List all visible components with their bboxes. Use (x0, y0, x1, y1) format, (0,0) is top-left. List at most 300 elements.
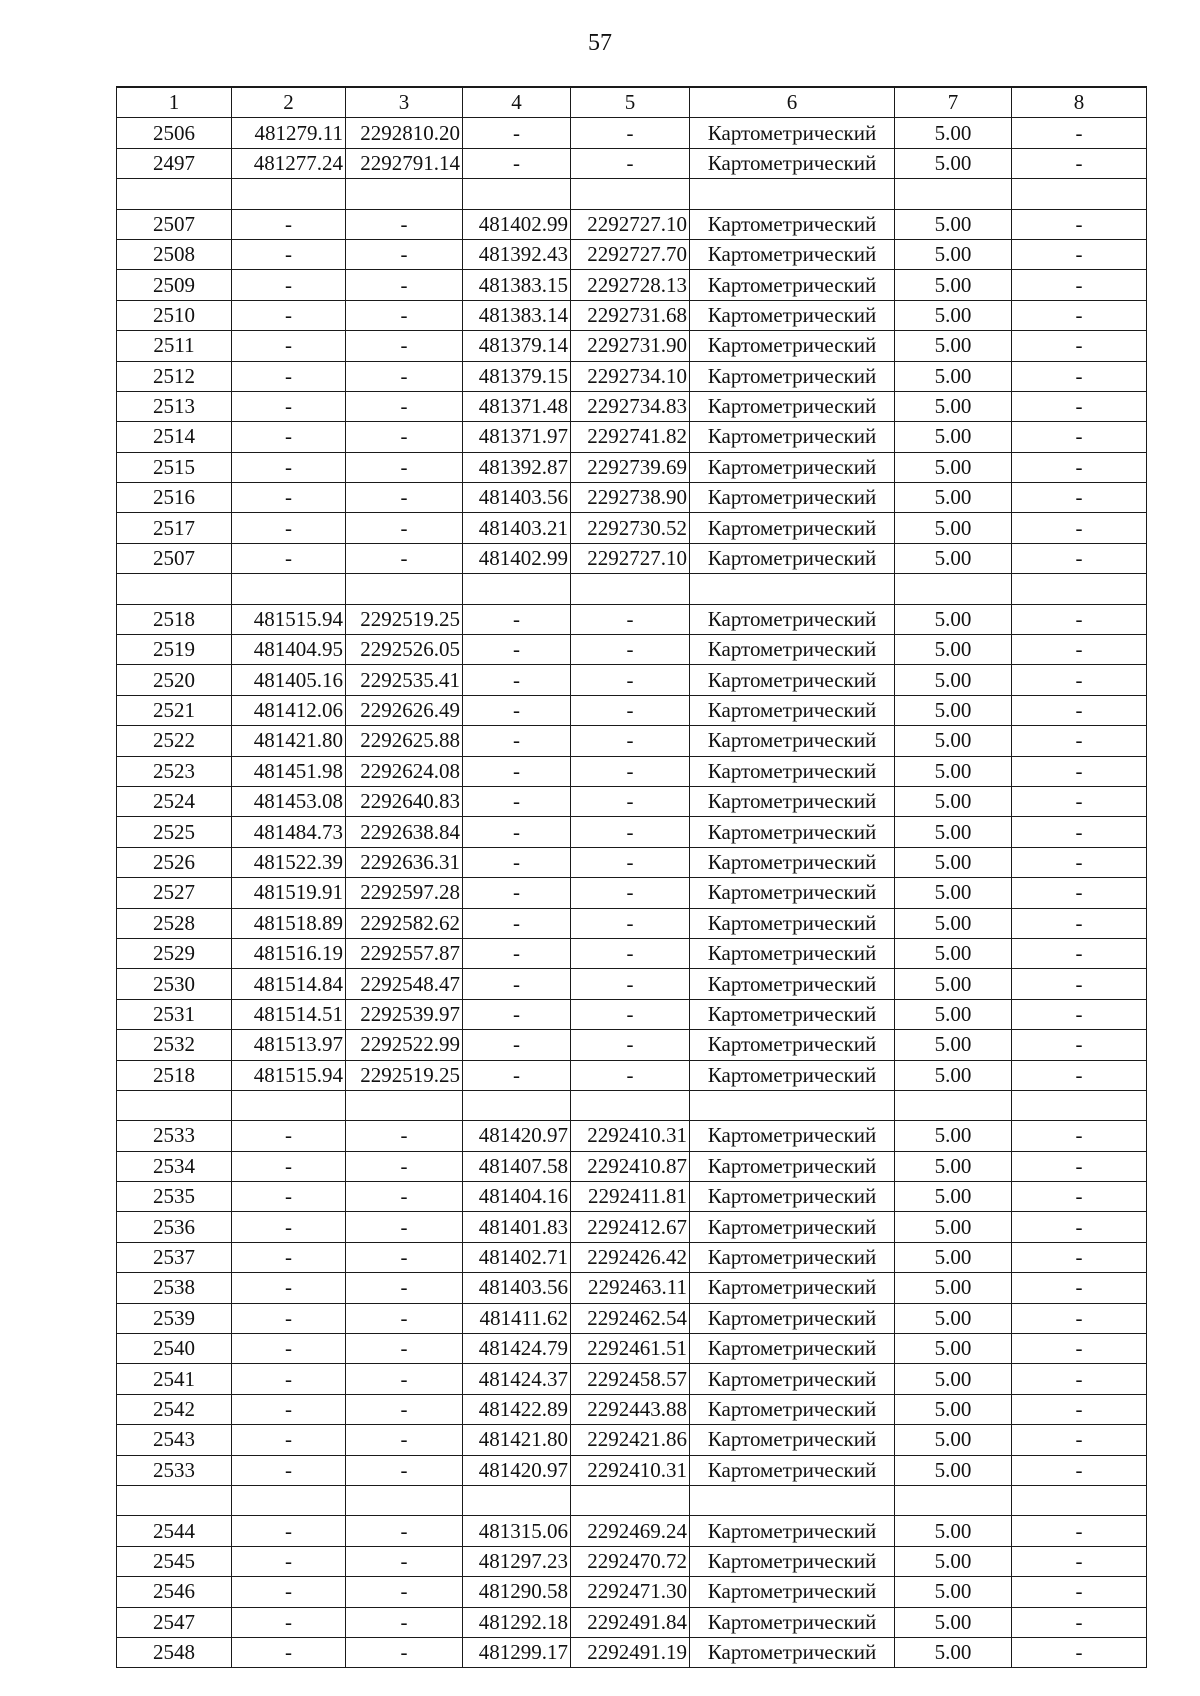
table-cell: - (1012, 726, 1147, 756)
table-cell: - (1012, 604, 1147, 634)
column-header: 6 (690, 87, 895, 118)
table-cell: 2292491.84 (571, 1607, 690, 1637)
empty-cell (690, 1485, 895, 1515)
table-cell: - (463, 726, 571, 756)
table-row (117, 1334, 1147, 1364)
table-cell: - (232, 1607, 346, 1637)
table-cell: - (1012, 665, 1147, 695)
table-cell: Картометрический (690, 391, 895, 421)
table-cell: 2292624.08 (346, 756, 463, 786)
table-cell: - (232, 1394, 346, 1424)
table-cell: 481292.18 (463, 1607, 571, 1637)
column-header: 4 (463, 87, 571, 118)
table-cell: 5.00 (895, 1334, 1012, 1364)
table-row (117, 118, 1147, 148)
table-cell: 5.00 (895, 1425, 1012, 1455)
table-cell: - (232, 1364, 346, 1394)
table-cell: 2530 (117, 969, 232, 999)
table-cell: 2518 (117, 604, 232, 634)
table-cell: - (346, 1516, 463, 1546)
table-cell: 481453.08 (232, 786, 346, 816)
table-row (117, 604, 1147, 634)
empty-cell (895, 1485, 1012, 1515)
table-row (117, 270, 1147, 300)
table-cell: - (1012, 1303, 1147, 1333)
table-cell: 5.00 (895, 1060, 1012, 1090)
table-row (117, 726, 1147, 756)
table-cell: Картометрический (690, 817, 895, 847)
table-cell: Картометрический (690, 1577, 895, 1607)
table-cell: 2292470.72 (571, 1546, 690, 1576)
table-cell: - (1012, 1242, 1147, 1272)
table-cell: 2521 (117, 695, 232, 725)
table-cell: - (571, 938, 690, 968)
table-cell: - (463, 938, 571, 968)
table-cell: - (463, 908, 571, 938)
table-cell: 5.00 (895, 1577, 1012, 1607)
table-cell: 2292557.87 (346, 938, 463, 968)
empty-cell (690, 574, 895, 604)
empty-cell (1012, 1090, 1147, 1120)
table-cell: 5.00 (895, 239, 1012, 269)
column-header: 1 (117, 87, 232, 118)
table-cell: 2517 (117, 513, 232, 543)
table-cell: - (1012, 391, 1147, 421)
table-row (117, 1425, 1147, 1455)
table-cell: - (232, 422, 346, 452)
table-cell: - (1012, 938, 1147, 968)
table-cell: 5.00 (895, 1455, 1012, 1485)
table-cell: 481279.11 (232, 118, 346, 148)
table-cell: - (1012, 148, 1147, 178)
table-cell: 5.00 (895, 847, 1012, 877)
table-cell: - (1012, 1030, 1147, 1060)
table-cell: Картометрический (690, 1273, 895, 1303)
empty-cell (232, 1485, 346, 1515)
table-cell: - (232, 1212, 346, 1242)
table-cell: - (571, 118, 690, 148)
table-cell: - (571, 635, 690, 665)
column-header: 5 (571, 87, 690, 118)
table-cell: - (1012, 300, 1147, 330)
table-cell: 481392.43 (463, 239, 571, 269)
table-cell: 481522.39 (232, 847, 346, 877)
table-cell: 481516.19 (232, 938, 346, 968)
table-cell: 2292731.90 (571, 331, 690, 361)
table-cell: 481420.97 (463, 1121, 571, 1151)
table-cell: 2511 (117, 331, 232, 361)
table-cell: 481383.14 (463, 300, 571, 330)
table-cell: 2292636.31 (346, 847, 463, 877)
table-cell: 5.00 (895, 695, 1012, 725)
table-cell: 2535 (117, 1182, 232, 1212)
table-cell: 481514.84 (232, 969, 346, 999)
table-cell: Картометрический (690, 969, 895, 999)
table-cell: - (1012, 999, 1147, 1029)
table-cell: - (346, 1151, 463, 1181)
table-cell: 2292810.20 (346, 118, 463, 148)
table-row (117, 665, 1147, 695)
table-cell: - (463, 1060, 571, 1090)
table-cell: - (1012, 847, 1147, 877)
table-row (117, 452, 1147, 482)
table-cell: 2523 (117, 756, 232, 786)
table-cell: 2526 (117, 847, 232, 877)
table-cell: 2292462.54 (571, 1303, 690, 1333)
table-row (117, 756, 1147, 786)
table-row (117, 695, 1147, 725)
table-cell: 481407.58 (463, 1151, 571, 1181)
table-row (117, 878, 1147, 908)
table-cell: - (571, 1030, 690, 1060)
table-cell: - (571, 604, 690, 634)
table-cell: - (571, 1060, 690, 1090)
table-cell: 481383.15 (463, 270, 571, 300)
table-cell: 5.00 (895, 513, 1012, 543)
table-cell: Картометрический (690, 847, 895, 877)
table-cell: - (1012, 1546, 1147, 1576)
table-cell: - (1012, 695, 1147, 725)
table-cell: 5.00 (895, 1516, 1012, 1546)
table-cell: - (346, 1334, 463, 1364)
table-cell: Картометрический (690, 786, 895, 816)
table-cell: Картометрический (690, 1334, 895, 1364)
table-cell: 2292638.84 (346, 817, 463, 847)
table-cell: - (232, 1425, 346, 1455)
table-cell: - (232, 1516, 346, 1546)
table-cell: - (463, 969, 571, 999)
table-row (117, 300, 1147, 330)
table-cell: 481513.97 (232, 1030, 346, 1060)
table-cell: 481403.56 (463, 1273, 571, 1303)
table-cell: - (1012, 270, 1147, 300)
table-cell: 2537 (117, 1242, 232, 1272)
table-cell: 5.00 (895, 969, 1012, 999)
empty-cell (895, 1090, 1012, 1120)
table-cell: - (463, 118, 571, 148)
table-cell: 5.00 (895, 331, 1012, 361)
table-cell: - (1012, 1212, 1147, 1242)
table-cell: - (346, 483, 463, 513)
table-cell: - (463, 695, 571, 725)
table-cell: 2528 (117, 908, 232, 938)
table-cell: 481411.62 (463, 1303, 571, 1333)
table-cell: 2524 (117, 786, 232, 816)
table-cell: 481290.58 (463, 1577, 571, 1607)
table-header-row (117, 87, 1147, 118)
table-cell: 2292548.47 (346, 969, 463, 999)
table-cell: 481424.79 (463, 1334, 571, 1364)
table-cell: 2518 (117, 1060, 232, 1090)
table-cell: - (232, 1121, 346, 1151)
table-cell: 481405.16 (232, 665, 346, 695)
table-cell: 481451.98 (232, 756, 346, 786)
table-cell: 481371.48 (463, 391, 571, 421)
table-cell: - (571, 878, 690, 908)
table-cell: 5.00 (895, 604, 1012, 634)
table-cell: - (346, 1455, 463, 1485)
table-cell: - (463, 604, 571, 634)
table-cell: 2525 (117, 817, 232, 847)
table-cell: 2532 (117, 1030, 232, 1060)
table-cell: - (346, 1182, 463, 1212)
table-row (117, 483, 1147, 513)
table-cell: - (1012, 878, 1147, 908)
table-cell: - (232, 1273, 346, 1303)
table-cell: 2292469.24 (571, 1516, 690, 1546)
table-cell: - (346, 452, 463, 482)
empty-cell (117, 574, 232, 604)
table-cell: 2507 (117, 209, 232, 239)
column-header: 3 (346, 87, 463, 118)
table-row (117, 1516, 1147, 1546)
table-cell: Картометрический (690, 1182, 895, 1212)
table-cell: 5.00 (895, 1212, 1012, 1242)
table-cell: 481515.94 (232, 1060, 346, 1090)
table-cell: 2527 (117, 878, 232, 908)
table-cell: 481421.80 (463, 1425, 571, 1455)
empty-cell (346, 179, 463, 209)
table-cell: 481420.97 (463, 1455, 571, 1485)
table-cell: Картометрический (690, 239, 895, 269)
table-row (117, 938, 1147, 968)
table-row (117, 1242, 1147, 1272)
table-cell: Картометрический (690, 938, 895, 968)
separator-row (117, 574, 1147, 604)
table-cell: 2547 (117, 1607, 232, 1637)
table-cell: 2292443.88 (571, 1394, 690, 1424)
table-cell: 2522 (117, 726, 232, 756)
table-cell: 5.00 (895, 1303, 1012, 1333)
table-cell: - (571, 817, 690, 847)
table-cell: - (571, 786, 690, 816)
table-cell: Картометрический (690, 604, 895, 634)
table-cell: Картометрический (690, 543, 895, 573)
table-cell: Картометрический (690, 300, 895, 330)
table-cell: Картометрический (690, 270, 895, 300)
column-header: 7 (895, 87, 1012, 118)
empty-cell (1012, 179, 1147, 209)
table-cell: 2516 (117, 483, 232, 513)
table-cell: - (346, 1212, 463, 1242)
table-cell: 5.00 (895, 878, 1012, 908)
table-cell: 481514.51 (232, 999, 346, 1029)
table-cell: Картометрический (690, 209, 895, 239)
table-cell: 2292597.28 (346, 878, 463, 908)
table-cell: 2292519.25 (346, 604, 463, 634)
table-cell: Картометрический (690, 1060, 895, 1090)
table-cell: 2539 (117, 1303, 232, 1333)
table-row (117, 1151, 1147, 1181)
table-row (117, 1637, 1147, 1667)
table-cell: 481379.14 (463, 331, 571, 361)
table-cell: 2292410.87 (571, 1151, 690, 1181)
table-cell: 5.00 (895, 1394, 1012, 1424)
empty-cell (117, 1485, 232, 1515)
table-cell: - (1012, 118, 1147, 148)
table-cell: 2292410.31 (571, 1121, 690, 1151)
column-header: 8 (1012, 87, 1147, 118)
table-cell: Картометрический (690, 1242, 895, 1272)
table-cell: - (571, 756, 690, 786)
table-cell: - (1012, 1607, 1147, 1637)
table-cell: - (232, 1546, 346, 1576)
table-cell: 481277.24 (232, 148, 346, 178)
table-cell: 2548 (117, 1637, 232, 1667)
separator-row (117, 179, 1147, 209)
table-cell: 2529 (117, 938, 232, 968)
table-cell: 481412.06 (232, 695, 346, 725)
table-cell: - (1012, 1273, 1147, 1303)
table-cell: Картометрический (690, 331, 895, 361)
table-cell: 2506 (117, 118, 232, 148)
table-cell: 5.00 (895, 635, 1012, 665)
table-cell: 5.00 (895, 665, 1012, 695)
table-cell: - (346, 1425, 463, 1455)
table-cell: - (571, 908, 690, 938)
empty-cell (346, 574, 463, 604)
table-cell: - (463, 786, 571, 816)
table-cell: 481404.95 (232, 635, 346, 665)
table-cell: - (232, 361, 346, 391)
table-cell: - (463, 665, 571, 695)
empty-cell (463, 1485, 571, 1515)
coordinates-table (116, 86, 1147, 1668)
table-cell: - (232, 209, 346, 239)
table-cell: 2292738.90 (571, 483, 690, 513)
empty-cell (1012, 1485, 1147, 1515)
table-cell: 2520 (117, 665, 232, 695)
table-cell: - (232, 239, 346, 269)
table-cell: 5.00 (895, 300, 1012, 330)
table-cell: 2510 (117, 300, 232, 330)
table-cell: - (1012, 1425, 1147, 1455)
table-cell: 2292728.13 (571, 270, 690, 300)
table-row (117, 1364, 1147, 1394)
table-row (117, 422, 1147, 452)
table-cell: 2509 (117, 270, 232, 300)
table-cell: - (463, 148, 571, 178)
table-cell: 2292626.49 (346, 695, 463, 725)
table-cell: - (346, 1303, 463, 1333)
table-cell: 2292727.10 (571, 209, 690, 239)
table-cell: 5.00 (895, 786, 1012, 816)
table-cell: 2292535.41 (346, 665, 463, 695)
table-cell: 2292640.83 (346, 786, 463, 816)
table-cell: - (571, 148, 690, 178)
table-cell: - (463, 635, 571, 665)
table-cell: 2533 (117, 1121, 232, 1151)
table-cell: 5.00 (895, 756, 1012, 786)
table-cell: - (1012, 817, 1147, 847)
table-cell: - (571, 847, 690, 877)
table-cell: Картометрический (690, 148, 895, 178)
table-cell: 5.00 (895, 361, 1012, 391)
table-cell: - (463, 817, 571, 847)
table-cell: 5.00 (895, 1121, 1012, 1151)
table-cell: - (232, 331, 346, 361)
table-row (117, 148, 1147, 178)
table-cell: 2543 (117, 1425, 232, 1455)
table-cell: 5.00 (895, 1182, 1012, 1212)
table-row (117, 635, 1147, 665)
table-cell: - (463, 1030, 571, 1060)
table-cell: - (571, 969, 690, 999)
table-cell: - (1012, 239, 1147, 269)
table-cell: 2292539.97 (346, 999, 463, 1029)
table-cell: - (232, 513, 346, 543)
table-cell: 2497 (117, 148, 232, 178)
table-cell: 2292731.68 (571, 300, 690, 330)
table-cell: 2292461.51 (571, 1334, 690, 1364)
empty-cell (346, 1485, 463, 1515)
table-cell: Картометрический (690, 878, 895, 908)
table-cell: - (1012, 908, 1147, 938)
table-cell: 5.00 (895, 999, 1012, 1029)
table-cell: - (463, 878, 571, 908)
table-cell: - (346, 1364, 463, 1394)
table-cell: - (346, 1273, 463, 1303)
table-cell: Картометрический (690, 999, 895, 1029)
table-cell: - (1012, 543, 1147, 573)
table-cell: - (232, 1182, 346, 1212)
table-cell: - (463, 999, 571, 1029)
table-cell: - (346, 1637, 463, 1667)
empty-cell (232, 1090, 346, 1120)
empty-cell (232, 574, 346, 604)
table-cell: 2515 (117, 452, 232, 482)
table-row (117, 847, 1147, 877)
table-cell: 2292727.70 (571, 239, 690, 269)
table-cell: 5.00 (895, 422, 1012, 452)
table-cell: 2292730.52 (571, 513, 690, 543)
empty-cell (463, 179, 571, 209)
table-cell: - (232, 391, 346, 421)
table-cell: 5.00 (895, 817, 1012, 847)
table-cell: 5.00 (895, 938, 1012, 968)
table-row (117, 1577, 1147, 1607)
table-cell: - (571, 665, 690, 695)
table-cell: - (1012, 1364, 1147, 1394)
table-cell: - (346, 361, 463, 391)
empty-cell (571, 574, 690, 604)
table-row (117, 1182, 1147, 1212)
table-cell: Картометрический (690, 483, 895, 513)
table-row (117, 543, 1147, 573)
separator-row (117, 1090, 1147, 1120)
table-cell: - (232, 1242, 346, 1272)
table-row (117, 1273, 1147, 1303)
table-cell: 5.00 (895, 209, 1012, 239)
table-cell: - (1012, 1334, 1147, 1364)
table-cell: Картометрический (690, 422, 895, 452)
table-cell: 5.00 (895, 543, 1012, 573)
table-row (117, 239, 1147, 269)
table-cell: Картометрический (690, 1121, 895, 1151)
table-cell: 481297.23 (463, 1546, 571, 1576)
table-row (117, 1546, 1147, 1576)
table-cell: 2514 (117, 422, 232, 452)
table-cell: Картометрический (690, 1151, 895, 1181)
table-cell: 5.00 (895, 148, 1012, 178)
table-cell: 481519.91 (232, 878, 346, 908)
table-cell: - (1012, 1182, 1147, 1212)
table-cell: 481518.89 (232, 908, 346, 938)
table-row (117, 969, 1147, 999)
table-cell: 2533 (117, 1455, 232, 1485)
table-cell: - (1012, 209, 1147, 239)
table-cell: 481515.94 (232, 604, 346, 634)
